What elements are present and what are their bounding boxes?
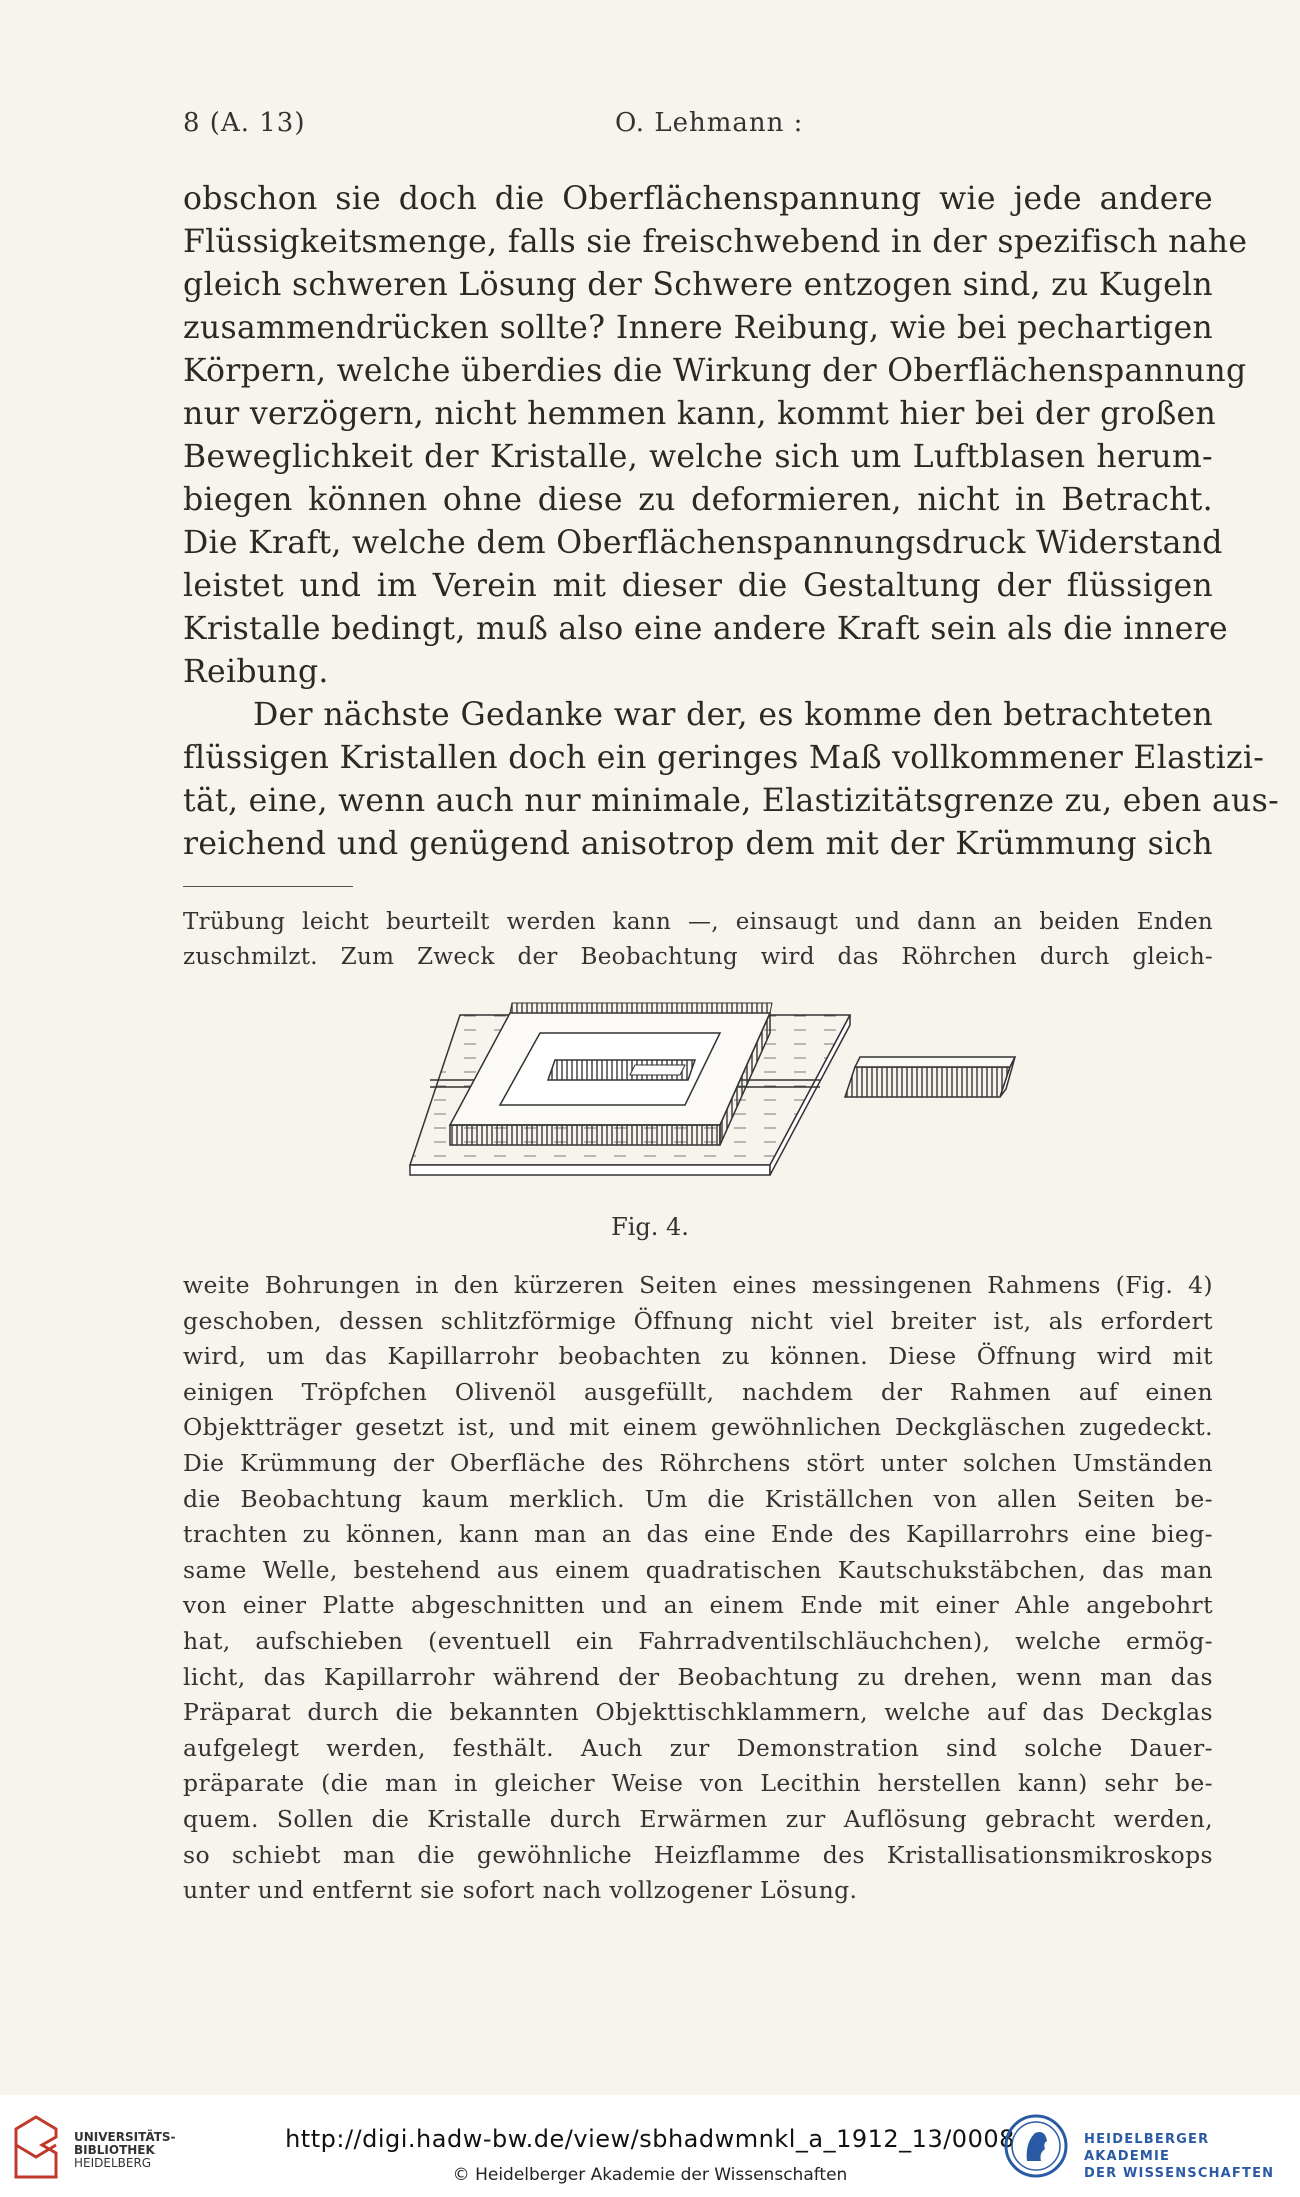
text-line: tät, eine, wenn auch nur minimale, Elastizitätsgrenze zu, eben aus- — [183, 783, 1280, 819]
running-author: O. Lehmann : — [615, 108, 804, 138]
figure-caption: Fig. 4. — [611, 1213, 689, 1241]
text-line: Körpern, welche überdies die Wirkung der Oberflächenspannung — [183, 353, 1247, 389]
text-line: hat, aufschieben (eventuell ein Fahrradventilschläuchchen), welche ermög- — [183, 1626, 1213, 1655]
text-line: so schiebt man die gewöhnliche Heizflamme des Kristallisationsmikroskops — [183, 1840, 1213, 1869]
text-line: leistet und im Verein mit dieser die Gestaltung der flüssigen — [183, 568, 1213, 604]
text-line: Kristalle bedingt, muß also eine andere Kraft sein als die innere — [183, 611, 1229, 647]
text-line: trachten zu können, kann man an das eine Ende des Kapillarrohrs eine bieg- — [183, 1520, 1213, 1549]
viewer-footer — [0, 2095, 1300, 2197]
page-header — [183, 108, 1213, 148]
footnote — [183, 905, 1213, 975]
text-line: Beweglichkeit der Kristalle, welche sich um Luftblasen herum- — [183, 439, 1213, 475]
library-name-line: BIBLIOTHEK — [74, 2143, 155, 2157]
page-number: 8 (A. 13) — [183, 108, 306, 138]
text-line: biegen können ohne diese zu deformieren, nicht in Betracht. — [183, 482, 1213, 518]
footnote-divider — [183, 886, 353, 887]
text-line: Der nächste Gedanke war der, es komme den betrachteten — [253, 697, 1213, 733]
academy-name-line: DER WISSENSCHAFTEN — [1084, 2166, 1275, 2181]
academy-seal-icon — [1003, 2113, 1069, 2179]
text-line: same Welle, bestehend aus einem quadratischen Kautschukstäbchen, das man — [183, 1555, 1213, 1584]
footnote-line: zuschmilzt. Zum Zweck der Beobachtung wird das Röhrchen durch gleich- — [183, 944, 1213, 970]
permalink-url[interactable]: http://digi.hadw-bw.de/view/sbhadwmnkl_a_1912_13/0008 — [285, 2125, 1015, 2153]
text-line: unter und entfernt sie sofort nach vollzogener Lösung. — [183, 1876, 858, 1905]
text-line: Objektträger gesetzt ist, und mit einem gewöhnlichen Deckgläschen zugedeckt. — [183, 1413, 1213, 1442]
text-line: geschoben, dessen schlitzförmige Öffnung nicht viel breiter ist, als erfordert — [183, 1306, 1213, 1335]
text-line: präparate (die man in gleicher Weise von Lecithin herstellen kann) sehr be- — [183, 1769, 1213, 1798]
text-line: quem. Sollen die Kristalle durch Erwärmen zur Auflösung gebracht werden, — [183, 1804, 1213, 1833]
text-line: flüssigen Kristallen doch ein geringes Maß vollkommener Elastizi- — [183, 740, 1265, 776]
main-text — [183, 178, 1280, 866]
library-name-line: HEIDELBERG — [74, 2156, 152, 2170]
text-line: Reibung. — [183, 654, 329, 690]
text-line: Die Kraft, welche dem Oberflächenspannungsdruck Widerstand — [183, 525, 1223, 561]
text-line: gleich schweren Lösung der Schwere entzogen sind, zu Kugeln — [183, 267, 1213, 303]
text-line: von einer Platte abgeschnitten und an einem Ende mit einer Ahle angebohrt — [183, 1591, 1213, 1620]
text-line: weite Bohrungen in den kürzeren Seiten eines messingenen Rahmens (Fig. 4) — [183, 1271, 1213, 1299]
text-line: obschon sie doch die Oberflächenspannung wie jede andere — [183, 181, 1213, 217]
text-line: Die Krümmung der Oberfläche des Röhrchens stört unter solchen Umständen — [183, 1448, 1213, 1477]
text-line: aufgelegt werden, festhält. Auch zur Demonstration sind solche Dauer- — [183, 1733, 1213, 1762]
text-line: wird, um das Kapillarrohr beobachten zu können. Diese Öffnung wird mit — [183, 1342, 1213, 1371]
library-name-line: UNIVERSITÄTS- — [74, 2130, 176, 2144]
text-line: einigen Tröpfchen Olivenöl ausgefüllt, nachdem der Rahmen auf einen — [183, 1377, 1213, 1406]
text-line: die Beobachtung kaum merklich. Um die Kriställchen von allen Seiten be- — [183, 1484, 1213, 1513]
copyright-notice: © Heidelberger Akademie der Wissenschaften — [452, 2165, 848, 2185]
text-line: nur verzögern, nicht hemmen kann, kommt hier bei der großen — [183, 396, 1217, 432]
footnote-line: Trübung leicht beurteilt werden kann —, einsaugt und dann an beiden Enden — [183, 909, 1213, 935]
text-line: zusammendrücken sollte? Innere Reibung, wie bei pechartigen — [183, 310, 1213, 346]
rubber-shaft — [845, 1057, 1015, 1097]
figure-4-illustration — [400, 995, 1020, 1205]
academy-name — [1084, 2131, 1300, 2182]
text-line: reichend und genügend anisotrop dem mit der Krümmung sich — [183, 826, 1213, 862]
text-line: licht, das Kapillarrohr während der Beobachtung zu drehen, wenn man das — [183, 1662, 1213, 1691]
text-line: Präparat durch die bekannten Objekttischklammern, welche auf das Deckglas — [183, 1698, 1213, 1727]
continued-text — [183, 1268, 1213, 1909]
text-line: Flüssigkeitsmenge, falls sie freischwebend in der spezifisch nahe — [183, 224, 1248, 260]
academy-name-line: HEIDELBERGER AKADEMIE — [1084, 2132, 1210, 2164]
